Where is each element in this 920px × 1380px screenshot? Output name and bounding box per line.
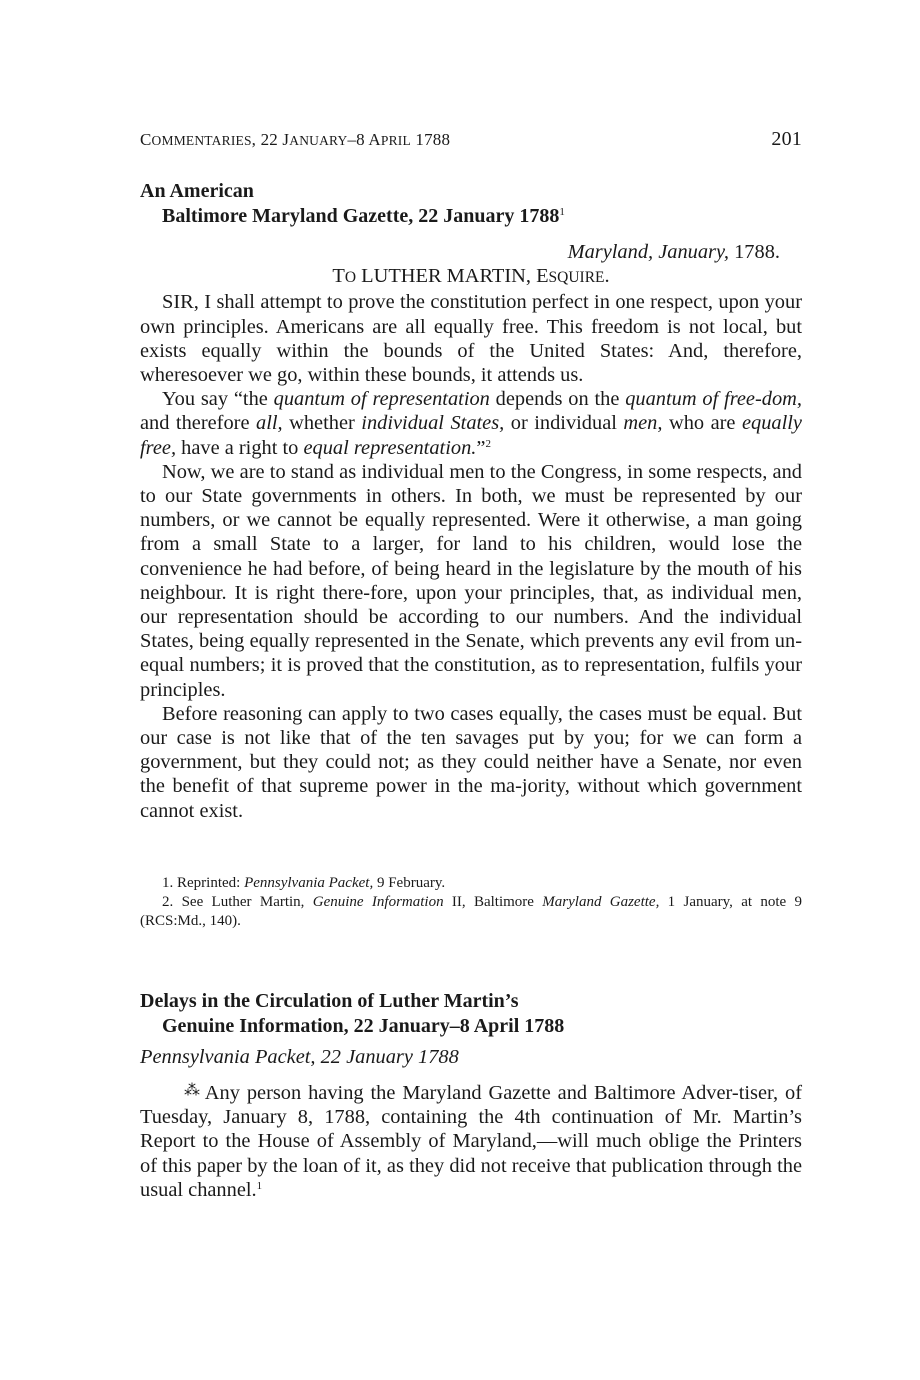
article-title: Delays in the Circulation of Luther Martin’s bbox=[140, 990, 519, 1012]
running-head bbox=[140, 128, 802, 151]
article-subtitle: Genuine Information, 22 January–8 April 1788 bbox=[162, 1015, 565, 1037]
footnote-ref: 1 bbox=[559, 206, 565, 218]
article-body bbox=[140, 1081, 802, 1202]
footnotes bbox=[140, 874, 802, 931]
article-heading bbox=[140, 989, 802, 1039]
article-heading bbox=[140, 179, 802, 229]
footnote-ref: 2 bbox=[485, 437, 491, 450]
asterism-icon: ⁂ bbox=[184, 1082, 199, 1099]
article-body bbox=[140, 240, 802, 823]
footnote-ref: 1 bbox=[256, 1179, 263, 1192]
paragraph: Before reasoning can apply to two cases equally, the cases must be equal. But our case is not like that of the ten savages put by you; for we can form a government, but they could not; as they could neither have a Senate, nor even the benefit of that supreme power in the ma-jority, without which government cannot exist. bbox=[140, 702, 802, 822]
footnote: 2. See Luther Martin, Genuine Information II, Baltimore Maryland Gazette, 1 January, at note 9 (RCS:Md., 140). bbox=[140, 894, 803, 929]
page-number: 201 bbox=[771, 128, 802, 150]
article-subtitle: Baltimore Maryland Gazette, 22 January 1788$^1$ bbox=[162, 205, 565, 227]
paragraph: You say “the quantum of representation depends on the quantum of free-dom, and therefore all, whether individual States, or individual men, who are equally free, have a right to equal representation.”$^2$ bbox=[140, 388, 802, 459]
paragraph: Now, we are to stand as individual men to the Congress, in some respects, and to our State governments in others. In both, we must be represented by our numbers, or we cannot be equally represented. Were it otherwise, a man going from a small State to a larger, for land to his children, would lose the convenience he had before, of being heard in the legislature by the mouth of his neighbour. It is right there-fore, upon your principles, that, as individual men, our representation should be according to our numbers. And the individual States, being equally represented in the Senate, which prevents any evil from un-equal numbers; it is proved that the constitution, as to representation, fulfils your principles. bbox=[140, 460, 802, 701]
source-line: Pennsylvania Packet, 22 January 1788 bbox=[140, 1046, 459, 1068]
salutation: TO LUTHER MARTIN, ESQUIRE. bbox=[332, 265, 610, 288]
paragraph: ⁂ Any person having the Maryland Gazette and Baltimore Adver-tiser, of Tuesday, January 8, 1788, containing the 4th continuation of Mr. Martin’s Report to the House of Assembly of Maryland,—will much oblige the Printers of this paper by the loan of it, as they did not receive that publication through the usual channel.$^1$ bbox=[140, 1082, 802, 1201]
paragraph: SIR, I shall attempt to prove the constitution perfect in one respect, upon your own principles. Americans are all equally free. This freedom is not local, but exists equally within the bounds of the United States: And, therefore, wheresoever we go, within these bounds, it attends us. bbox=[140, 291, 802, 387]
running-head-title: COMMENTARIES, 22 JANUARY–8 APRIL 1788 bbox=[140, 130, 451, 149]
dateline: Maryland, January, 1788. bbox=[567, 241, 780, 263]
article-title: An American bbox=[140, 180, 254, 202]
footnote: 1. Reprinted: Pennsylvania Packet, 9 February. bbox=[162, 875, 446, 891]
